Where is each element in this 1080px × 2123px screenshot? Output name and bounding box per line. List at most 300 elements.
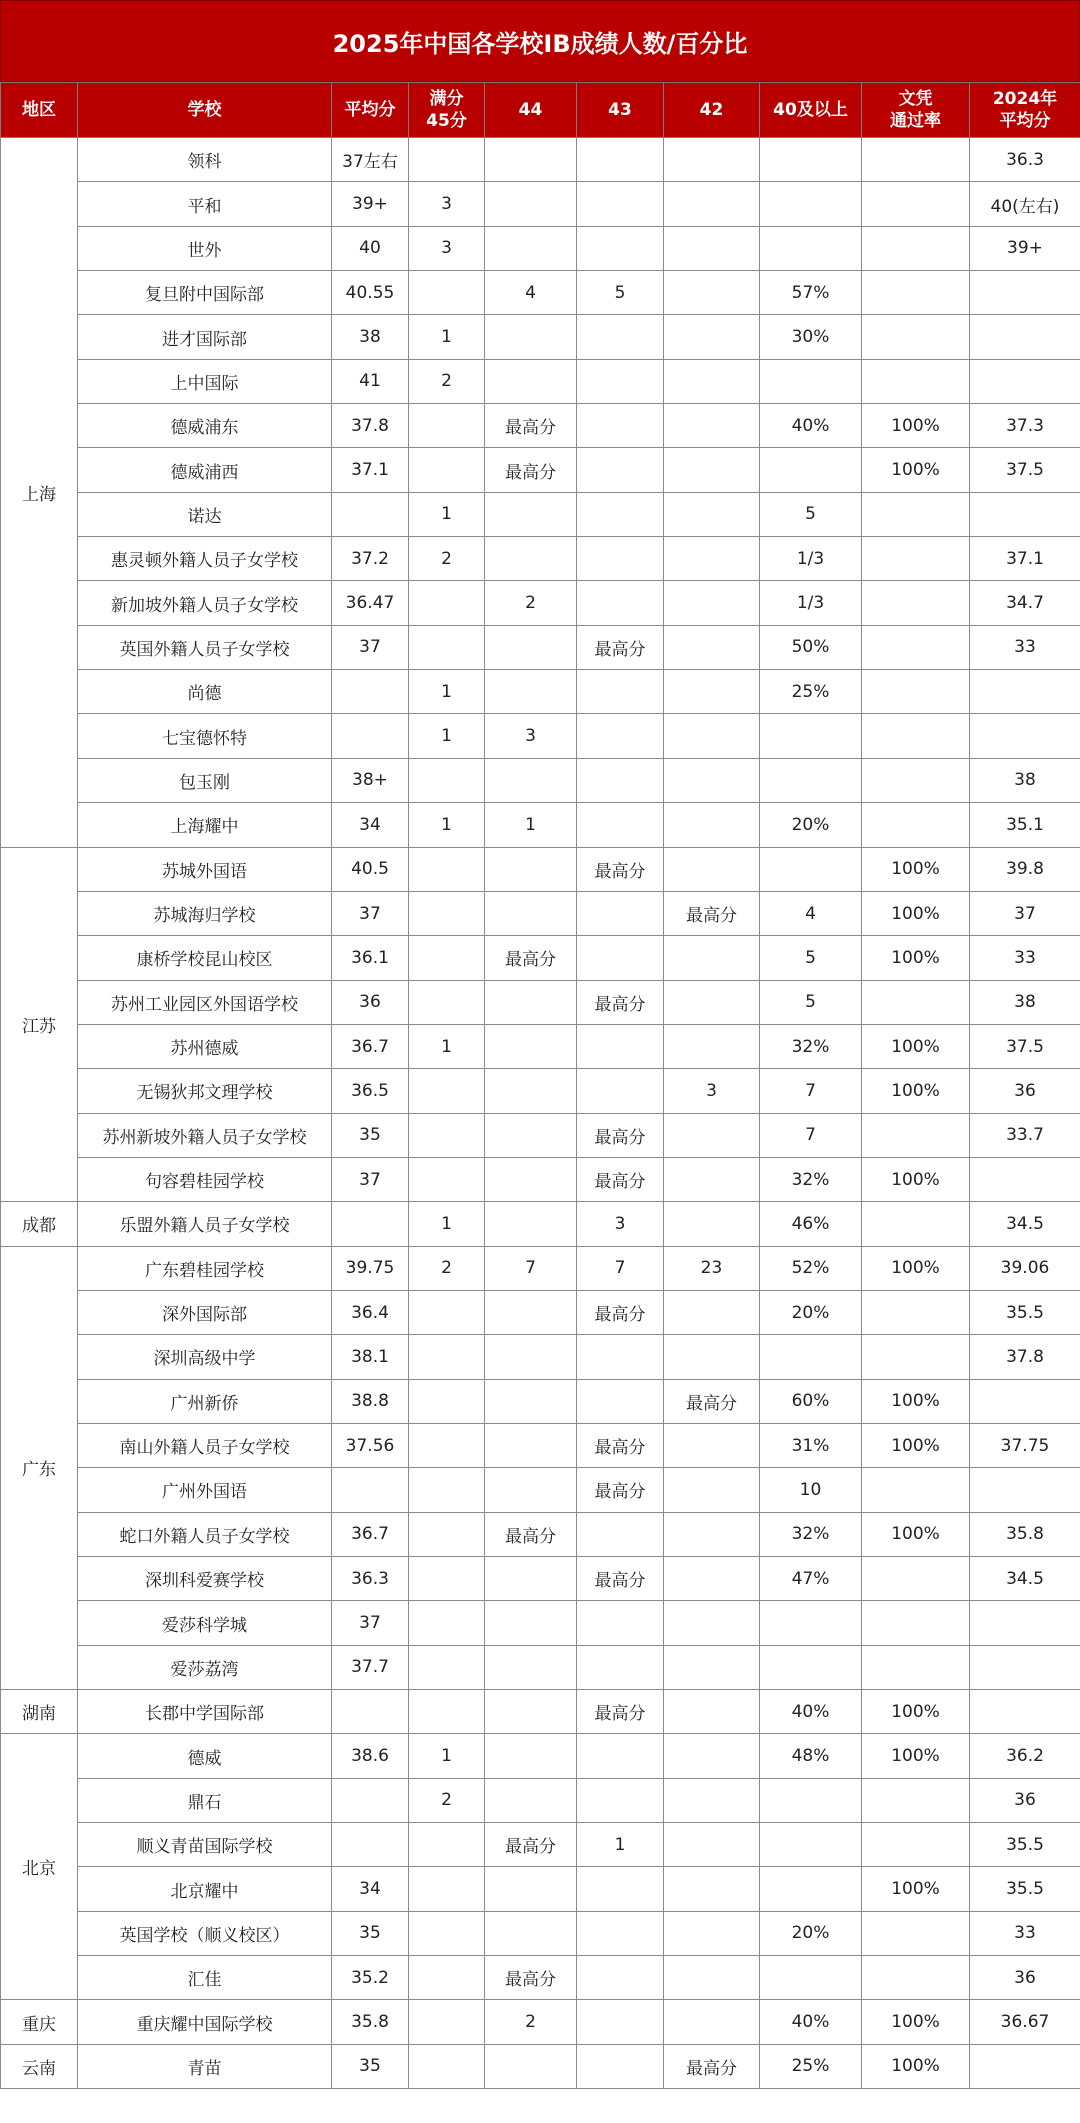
value-cell: 1 [409,315,485,359]
value-cell [664,1024,760,1068]
value-cell [862,670,970,714]
value-cell: 37.3 [970,404,1080,448]
value-cell [664,271,760,315]
value-cell [664,315,760,359]
region-cell: 上海 [1,138,78,848]
value-cell [332,1202,409,1246]
value-cell [862,1202,970,1246]
school-cell: 北京耀中 [78,1867,332,1911]
value-cell [577,1601,664,1645]
value-cell [577,1911,664,1955]
value-cell [862,1290,970,1334]
school-cell: 深外国际部 [78,1290,332,1334]
value-cell: 最高分 [485,1512,577,1556]
value-cell: 1 [409,714,485,758]
value-cell: 最高分 [485,1956,577,2000]
value-cell: 38 [970,758,1080,802]
value-cell: 最高分 [485,404,577,448]
value-cell [409,1867,485,1911]
school-cell: 重庆耀中国际学校 [78,2000,332,2044]
value-cell [577,448,664,492]
value-cell: 7 [760,1069,862,1113]
value-cell [485,226,577,270]
value-cell: 40% [760,2000,862,2044]
school-cell: 鼎石 [78,1778,332,1822]
value-cell [664,226,760,270]
value-cell [409,404,485,448]
value-cell [970,492,1080,536]
value-cell: 37 [332,1157,409,1201]
school-cell: 乐盟外籍人员子女学校 [78,1202,332,1246]
value-cell [970,714,1080,758]
table-row [1,1335,1080,1379]
value-cell: 最高分 [577,1290,664,1334]
value-cell [664,980,760,1024]
value-cell [862,980,970,1024]
value-cell: 40(左右) [970,182,1080,226]
value-cell: 33 [970,1911,1080,1955]
value-cell [409,625,485,669]
value-cell: 36.1 [332,936,409,980]
value-cell: 2 [409,1246,485,1290]
value-cell [760,847,862,891]
value-cell: 7 [760,1113,862,1157]
value-cell [664,1202,760,1246]
value-cell [409,1468,485,1512]
value-cell [485,315,577,359]
table-row [1,1246,1080,1290]
value-cell [664,581,760,625]
table-row [1,1645,1080,1689]
value-cell: 20% [760,1911,862,1955]
value-cell [664,537,760,581]
value-cell: 100% [862,1734,970,1778]
value-cell [485,182,577,226]
table-row [1,670,1080,714]
school-cell: 世外 [78,226,332,270]
value-cell [862,492,970,536]
value-cell [409,1423,485,1467]
value-cell: 最高分 [577,1557,664,1601]
value-cell: 57% [760,271,862,315]
value-cell [862,581,970,625]
value-cell [970,2044,1080,2088]
value-cell: 36.2 [970,1734,1080,1778]
school-cell: 七宝德怀特 [78,714,332,758]
value-cell [664,404,760,448]
value-cell [409,847,485,891]
school-cell: 包玉刚 [78,758,332,802]
value-cell: 最高分 [577,1468,664,1512]
value-cell [409,758,485,802]
value-cell [409,1290,485,1334]
value-cell [485,891,577,935]
value-cell [862,1468,970,1512]
table-row [1,1468,1080,1512]
table-row [1,1778,1080,1822]
column-header: 2024年 平均分 [970,83,1080,138]
value-cell [664,670,760,714]
value-cell: 37 [332,625,409,669]
value-cell: 100% [862,2044,970,2088]
value-cell: 100% [862,847,970,891]
column-header: 学校 [78,83,332,138]
value-cell [862,1823,970,1867]
value-cell [332,1468,409,1512]
table-row [1,1512,1080,1556]
value-cell: 3 [577,1202,664,1246]
value-cell [577,492,664,536]
value-cell: 36.67 [970,2000,1080,2044]
value-cell [862,1911,970,1955]
school-cell: 青苗 [78,2044,332,2088]
value-cell [577,1778,664,1822]
value-cell: 38.8 [332,1379,409,1423]
value-cell: 37 [332,891,409,935]
school-cell: 苏城外国语 [78,847,332,891]
value-cell: 37 [332,1601,409,1645]
value-cell: 20% [760,1290,862,1334]
value-cell: 34 [332,803,409,847]
table-row [1,359,1080,403]
value-cell [409,1512,485,1556]
value-cell: 33 [970,936,1080,980]
table-row [1,1024,1080,1068]
value-cell: 36 [970,1069,1080,1113]
value-cell [760,138,862,182]
value-cell [760,359,862,403]
table-row [1,936,1080,980]
value-cell: 39+ [970,226,1080,270]
value-cell: 37.8 [332,404,409,448]
school-cell: 无锡狄邦文理学校 [78,1069,332,1113]
table-row [1,581,1080,625]
table-row [1,182,1080,226]
school-cell: 句容碧桂园学校 [78,1157,332,1201]
table-row [1,1202,1080,1246]
value-cell: 2 [485,2000,577,2044]
school-cell: 英国外籍人员子女学校 [78,625,332,669]
value-cell: 3 [409,226,485,270]
value-cell: 100% [862,404,970,448]
value-cell [577,315,664,359]
value-cell: 37.7 [332,1645,409,1689]
value-cell: 1 [409,1734,485,1778]
value-cell [485,1645,577,1689]
value-cell [577,404,664,448]
value-cell [409,936,485,980]
value-cell [664,492,760,536]
value-cell: 34.7 [970,581,1080,625]
school-cell: 广东碧桂园学校 [78,1246,332,1290]
school-cell: 爱莎荔湾 [78,1645,332,1689]
school-cell: 英国学校（顺义校区） [78,1911,332,1955]
value-cell [664,138,760,182]
value-cell [664,1645,760,1689]
value-cell [577,138,664,182]
value-cell: 37.2 [332,537,409,581]
value-cell [970,359,1080,403]
value-cell [664,847,760,891]
value-cell: 100% [862,1024,970,1068]
value-cell [485,359,577,403]
value-cell [970,1379,1080,1423]
value-cell [485,1290,577,1334]
value-cell [485,1157,577,1201]
value-cell [664,1468,760,1512]
value-cell: 34.5 [970,1557,1080,1601]
value-cell [577,891,664,935]
value-cell [664,1601,760,1645]
value-cell [577,359,664,403]
value-cell: 40 [332,226,409,270]
value-cell: 37.1 [970,537,1080,581]
value-cell [577,758,664,802]
value-cell [760,758,862,802]
value-cell: 最高分 [485,936,577,980]
value-cell: 36 [332,980,409,1024]
value-cell [485,1734,577,1778]
table-row [1,714,1080,758]
region-cell: 云南 [1,2044,78,2088]
value-cell: 37.8 [970,1335,1080,1379]
table-row [1,1956,1080,2000]
value-cell [862,271,970,315]
value-cell: 最高分 [664,2044,760,2088]
value-cell [577,803,664,847]
value-cell: 2 [409,359,485,403]
table-row [1,1423,1080,1467]
table-row [1,1113,1080,1157]
value-cell [760,1956,862,2000]
value-cell: 1/3 [760,537,862,581]
value-cell: 1 [577,1823,664,1867]
value-cell [332,714,409,758]
value-cell: 1/3 [760,581,862,625]
value-cell: 39.06 [970,1246,1080,1290]
value-cell [862,138,970,182]
school-cell: 深圳高级中学 [78,1335,332,1379]
table-body [1,138,1080,2089]
value-cell: 36.7 [332,1024,409,1068]
value-cell [664,1734,760,1778]
value-cell: 最高分 [577,625,664,669]
value-cell: 25% [760,2044,862,2088]
value-cell [332,492,409,536]
value-cell [862,1557,970,1601]
column-header: 43 [577,83,664,138]
school-cell: 南山外籍人员子女学校 [78,1423,332,1467]
school-cell: 复旦附中国际部 [78,271,332,315]
value-cell: 36.5 [332,1069,409,1113]
value-cell [970,670,1080,714]
value-cell [485,138,577,182]
value-cell: 36.7 [332,1512,409,1556]
column-header: 42 [664,83,760,138]
value-cell: 41 [332,359,409,403]
value-cell: 36.3 [970,138,1080,182]
value-cell [485,847,577,891]
value-cell [409,1690,485,1734]
table-row [1,537,1080,581]
school-cell: 上海耀中 [78,803,332,847]
value-cell [970,315,1080,359]
value-cell [485,1069,577,1113]
value-cell [577,1024,664,1068]
value-cell: 1 [485,803,577,847]
value-cell: 35.1 [970,803,1080,847]
value-cell [485,2044,577,2088]
value-cell [577,1379,664,1423]
value-cell [760,226,862,270]
table-row [1,271,1080,315]
table-row [1,1734,1080,1778]
value-cell: 2 [485,581,577,625]
value-cell [485,758,577,802]
table-row [1,1557,1080,1601]
value-cell [332,1823,409,1867]
school-cell: 汇佳 [78,1956,332,2000]
value-cell [664,936,760,980]
value-cell [760,1778,862,1822]
value-cell: 最高分 [485,1823,577,1867]
value-cell [577,182,664,226]
value-cell [862,1601,970,1645]
scores-table [0,82,1080,2089]
value-cell [485,1113,577,1157]
value-cell [970,1645,1080,1689]
value-cell [664,1290,760,1334]
value-cell [409,2044,485,2088]
value-cell: 38 [332,315,409,359]
table-row [1,847,1080,891]
value-cell [862,226,970,270]
value-cell: 2 [409,537,485,581]
value-cell: 35 [332,1911,409,1955]
value-cell: 100% [862,448,970,492]
value-cell [409,1335,485,1379]
value-cell [485,1601,577,1645]
value-cell: 38.6 [332,1734,409,1778]
value-cell: 4 [760,891,862,935]
value-cell [577,2044,664,2088]
table-row [1,1867,1080,1911]
school-cell: 康桥学校昆山校区 [78,936,332,980]
table-row [1,2000,1080,2044]
value-cell: 35 [332,1113,409,1157]
value-cell [664,1911,760,1955]
value-cell: 31% [760,1423,862,1467]
value-cell: 3 [409,182,485,226]
value-cell [485,537,577,581]
table-row [1,1823,1080,1867]
region-cell: 江苏 [1,847,78,1202]
value-cell: 23 [664,1246,760,1290]
value-cell [409,1069,485,1113]
value-cell [664,1335,760,1379]
value-cell [862,1113,970,1157]
region-cell: 重庆 [1,2000,78,2044]
value-cell [409,1601,485,1645]
value-cell: 最高分 [577,847,664,891]
value-cell [862,182,970,226]
value-cell: 36.47 [332,581,409,625]
value-cell [409,448,485,492]
value-cell [862,625,970,669]
table-row [1,448,1080,492]
value-cell: 4 [485,271,577,315]
value-cell: 3 [485,714,577,758]
value-cell: 35 [332,2044,409,2088]
table-row [1,1690,1080,1734]
value-cell: 100% [862,1512,970,1556]
value-cell [485,980,577,1024]
table-row [1,1601,1080,1645]
value-cell [664,359,760,403]
school-cell: 德威浦东 [78,404,332,448]
value-cell: 48% [760,1734,862,1778]
value-cell: 20% [760,803,862,847]
value-cell [664,1956,760,2000]
value-cell: 39+ [332,182,409,226]
value-cell [760,1601,862,1645]
school-cell: 进才国际部 [78,315,332,359]
value-cell: 30% [760,315,862,359]
value-cell [485,1690,577,1734]
value-cell [760,1645,862,1689]
value-cell [664,1512,760,1556]
value-cell: 1 [409,803,485,847]
value-cell: 37.75 [970,1423,1080,1467]
school-cell: 德威浦西 [78,448,332,492]
value-cell [664,1557,760,1601]
value-cell [409,1113,485,1157]
value-cell: 32% [760,1512,862,1556]
value-cell: 最高分 [577,1157,664,1201]
value-cell: 35.8 [332,2000,409,2044]
school-cell: 平和 [78,182,332,226]
value-cell [577,581,664,625]
value-cell: 38 [970,980,1080,1024]
value-cell [760,182,862,226]
value-cell [409,1557,485,1601]
value-cell [862,1335,970,1379]
value-cell: 1 [409,670,485,714]
value-cell [577,714,664,758]
value-cell [332,1690,409,1734]
value-cell [862,537,970,581]
value-cell: 100% [862,1069,970,1113]
value-cell [485,1867,577,1911]
value-cell [577,1645,664,1689]
value-cell [409,1379,485,1423]
value-cell: 5 [760,936,862,980]
value-cell [862,1645,970,1689]
school-cell: 苏州德威 [78,1024,332,1068]
school-cell: 长郡中学国际部 [78,1690,332,1734]
table-row [1,758,1080,802]
value-cell [664,758,760,802]
value-cell: 33.7 [970,1113,1080,1157]
value-cell: 35.5 [970,1823,1080,1867]
table-row [1,492,1080,536]
value-cell [970,271,1080,315]
value-cell [409,1956,485,2000]
value-cell [409,891,485,935]
value-cell [970,1601,1080,1645]
value-cell: 37左右 [332,138,409,182]
value-cell: 100% [862,1690,970,1734]
